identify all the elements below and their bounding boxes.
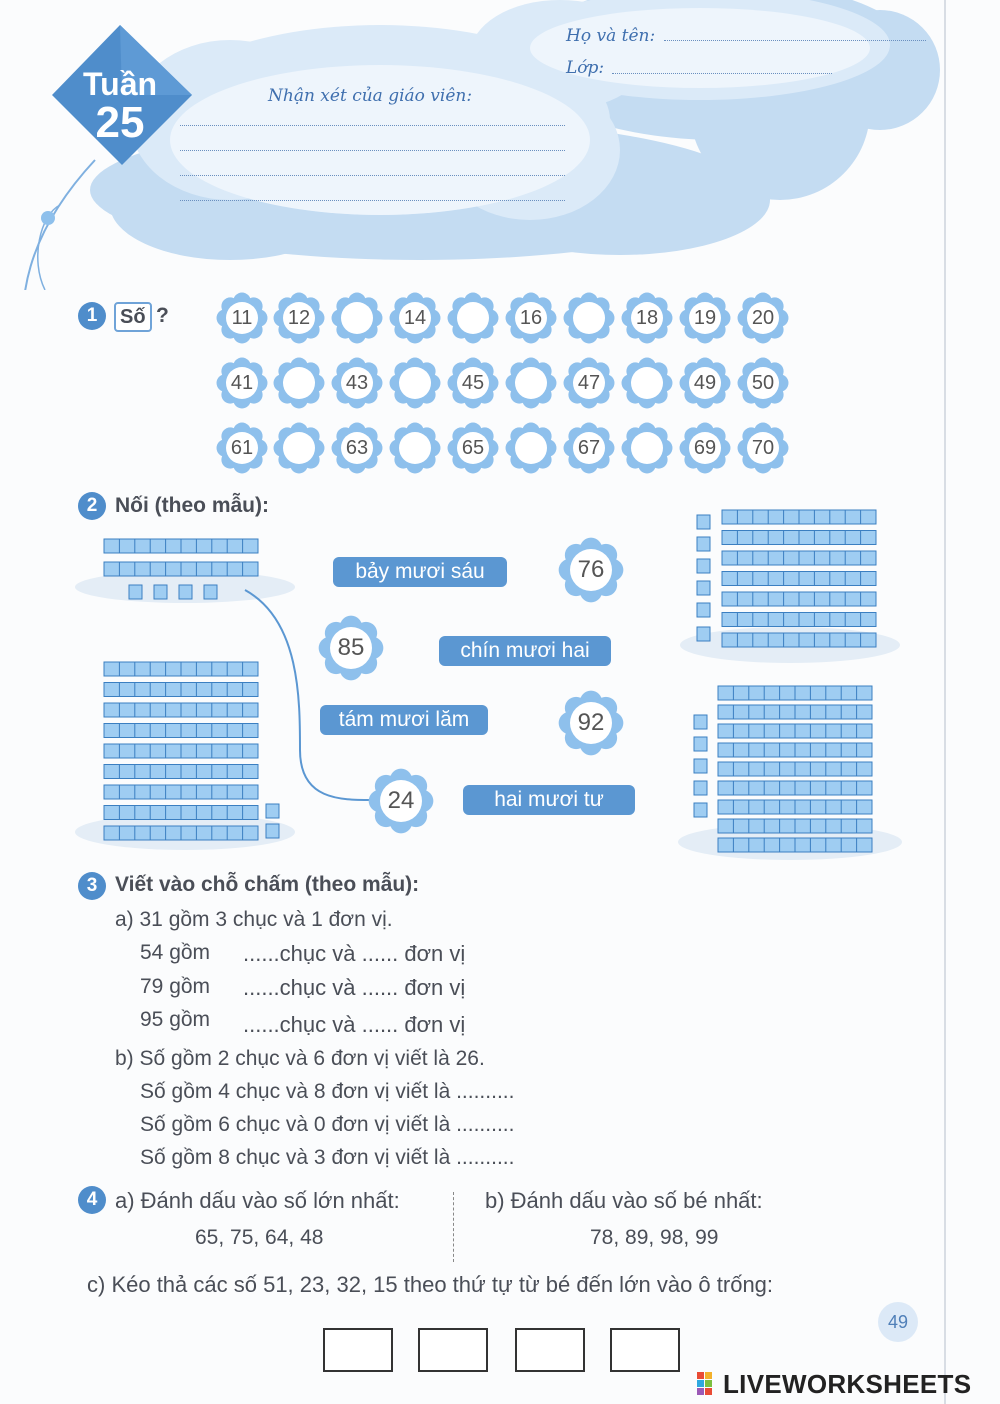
order-box-2[interactable] xyxy=(418,1328,488,1372)
flower-number: 70 xyxy=(747,432,779,464)
class-label: Lớp: xyxy=(566,58,605,78)
q3-a-item-1-right[interactable]: ......chục và ...... đơn vị xyxy=(243,941,466,966)
unit-cube xyxy=(204,585,217,599)
flower-number: 43 xyxy=(341,367,373,399)
question-1-suffix: ? xyxy=(156,304,169,327)
flower-number: 61 xyxy=(226,432,258,464)
unit-cube xyxy=(129,585,142,599)
q3-a-item-2-right[interactable]: ......chục và ...... đơn vị xyxy=(243,975,466,1000)
label-chin-muoi-hai[interactable]: chín mươi hai xyxy=(439,636,611,666)
number-flower-85[interactable] xyxy=(318,615,384,681)
flower-number: 47 xyxy=(573,367,605,399)
q3-a-item-3-right[interactable]: ......chục và ...... đơn vị xyxy=(243,1012,466,1037)
unit-cube xyxy=(179,585,192,599)
q3-a-item-3-left: 95 gồm xyxy=(140,1008,211,1031)
unit-cube xyxy=(694,759,707,773)
unit-cube xyxy=(266,824,279,838)
q4-b-numbers[interactable]: 78, 89, 98, 99 xyxy=(590,1226,719,1249)
unit-cube xyxy=(694,803,707,817)
brand-logo xyxy=(697,1369,971,1400)
q4-a-label: a) Đánh dấu vào số lớn nhất: xyxy=(115,1188,400,1213)
flower-number: 69 xyxy=(689,432,721,464)
flower-number: 65 xyxy=(457,432,489,464)
question-2-number: 2 xyxy=(78,492,106,520)
brand-name: LIVEWORKSHEETS xyxy=(723,1369,972,1399)
unit-cube xyxy=(694,781,707,795)
number-85: 85 xyxy=(330,627,372,669)
flower-number: 45 xyxy=(457,367,489,399)
unit-cube xyxy=(697,537,710,551)
q3-a-example: a) 31 gồm 3 chục và 1 đơn vị. xyxy=(115,908,393,931)
number-flower-76[interactable] xyxy=(558,537,624,603)
unit-cube xyxy=(697,559,710,573)
week-number: 25 xyxy=(95,98,145,147)
page-number: 49 xyxy=(878,1302,918,1342)
q4-c-label: c) Kéo thả các số 51, 23, 32, 15 theo thứ tự từ bé đến lớn vào ô trống: xyxy=(87,1272,774,1297)
unit-cube xyxy=(697,581,710,595)
flower-number: 50 xyxy=(747,367,779,399)
q3-b-item-3[interactable]: Số gồm 8 chục và 3 đơn vị viết là .......... xyxy=(140,1146,515,1169)
number-flower-92[interactable] xyxy=(558,690,624,756)
number-24: 24 xyxy=(380,780,422,822)
unit-cube xyxy=(694,737,707,751)
flower-number: 16 xyxy=(515,302,547,334)
unit-cube xyxy=(697,627,710,641)
q3-b-item-2[interactable]: Số gồm 6 chục và 0 đơn vị viết là .......... xyxy=(140,1113,515,1136)
unit-cube xyxy=(697,515,710,529)
q4-b-label: b) Đánh dấu vào số bé nhất: xyxy=(485,1188,763,1213)
unit-cube xyxy=(266,804,279,818)
number-flower-24[interactable] xyxy=(368,768,434,834)
flower-number: 14 xyxy=(399,302,431,334)
question-3-number: 3 xyxy=(78,872,106,900)
question-3-title: Viết vào chỗ chấm (theo mẫu): xyxy=(115,873,420,896)
q3-b-example: b) Số gồm 2 chục và 6 đơn vị viết là 26. xyxy=(115,1047,485,1070)
flower-number: 20 xyxy=(747,302,779,334)
q4-divider xyxy=(453,1192,454,1262)
week-label: Tuần xyxy=(82,66,158,102)
teacher-comment-label: Nhận xét của giáo viên: xyxy=(268,86,473,106)
flower-number: 11 xyxy=(226,302,258,334)
flower-number: 63 xyxy=(341,432,373,464)
order-box-1[interactable] xyxy=(323,1328,393,1372)
flower-number: 67 xyxy=(573,432,605,464)
q3-a-item-1-left: 54 gồm xyxy=(140,941,211,964)
flower-number: 49 xyxy=(689,367,721,399)
question-1-title: Số xyxy=(114,302,152,332)
label-bay-muoi-sau[interactable]: bảy mươi sáu xyxy=(333,557,507,587)
unit-cube xyxy=(697,603,710,617)
order-box-3[interactable] xyxy=(515,1328,585,1372)
flower-number: 12 xyxy=(283,302,315,334)
order-box-4[interactable] xyxy=(610,1328,680,1372)
flower-number: 41 xyxy=(226,367,258,399)
label-hai-muoi-tu[interactable]: hai mươi tư xyxy=(463,785,635,815)
question-1-number: 1 xyxy=(78,302,106,330)
q3-b-item-1[interactable]: Số gồm 4 chục và 8 đơn vị viết là .......... xyxy=(140,1080,515,1103)
question-4-number: 4 xyxy=(78,1186,106,1214)
brand-logo-icon xyxy=(697,1372,721,1396)
flower-number: 19 xyxy=(689,302,721,334)
name-label: Họ và tên: xyxy=(566,26,656,46)
q3-a-item-2-left: 79 gồm xyxy=(140,975,211,998)
flower-number: 18 xyxy=(631,302,663,334)
number-76: 76 xyxy=(570,549,612,591)
unit-cube xyxy=(694,715,707,729)
q4-a-numbers[interactable]: 65, 75, 64, 48 xyxy=(195,1226,324,1249)
label-tam-muoi-lam[interactable]: tám mươi lăm xyxy=(320,705,488,735)
number-92: 92 xyxy=(570,702,612,744)
unit-cube xyxy=(154,585,167,599)
question-2-title: Nối (theo mẫu): xyxy=(115,494,269,517)
